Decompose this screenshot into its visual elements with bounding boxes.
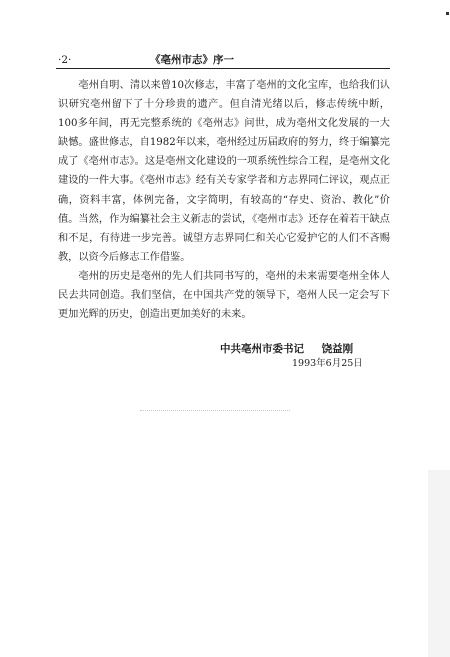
scan-artifact [140, 410, 290, 411]
running-title: 《亳州市志》序一 [150, 54, 234, 66]
running-header [58, 52, 388, 68]
preface-body [58, 76, 390, 324]
signature-name: 饶益刚 [321, 343, 354, 355]
paragraph: 亳州自明、清以来曾10次修志，丰富了亳州的文化宝库，也给我们认识研究亳州留下了十分珍贵的遗产。但自清光绪以后，修志传统中断，100多年间，再无完整系统的《亳州志》问世，成为亳州文化发展的一大缺憾。盛世修志，自1982年以来，亳州经过历届政府的努力，终于编纂完成了《亳州市志》。这是亳州文化建设的一项系统性综合工程，是亳州文化建设的一件大事。《亳州市志》经有关专家学者和方志界同仁评议，观点正确，资料丰富，体例完备，文字简明，有较高的“存史、资治、教化”价值。当然，作为编纂社会主义新志的尝试，《亳州市志》还存在着若干缺点和不足，有待进一步完善。诚望方志界同仁和关心它爱护它的人们不吝赐教，以资今后修志工作借鉴。 [58, 80, 390, 263]
page-number: ·2· [58, 54, 72, 66]
header-rule [56, 68, 390, 69]
scan-corner-mark [446, 12, 449, 15]
signature-title: 中共亳州市委书记 [220, 343, 304, 355]
paragraph: 亳州的历史是亳州的先人们共同书写的，亳州的未来需要亳州全体人民去共同创造。我们坚信，在中国共产党的领导下，亳州人民一定会写下更加光辉的历史，创造出更加美好的未来。 [58, 270, 390, 321]
signature-date: 1993年6月25日 [292, 358, 363, 369]
scan-edge-shadow [428, 470, 450, 657]
